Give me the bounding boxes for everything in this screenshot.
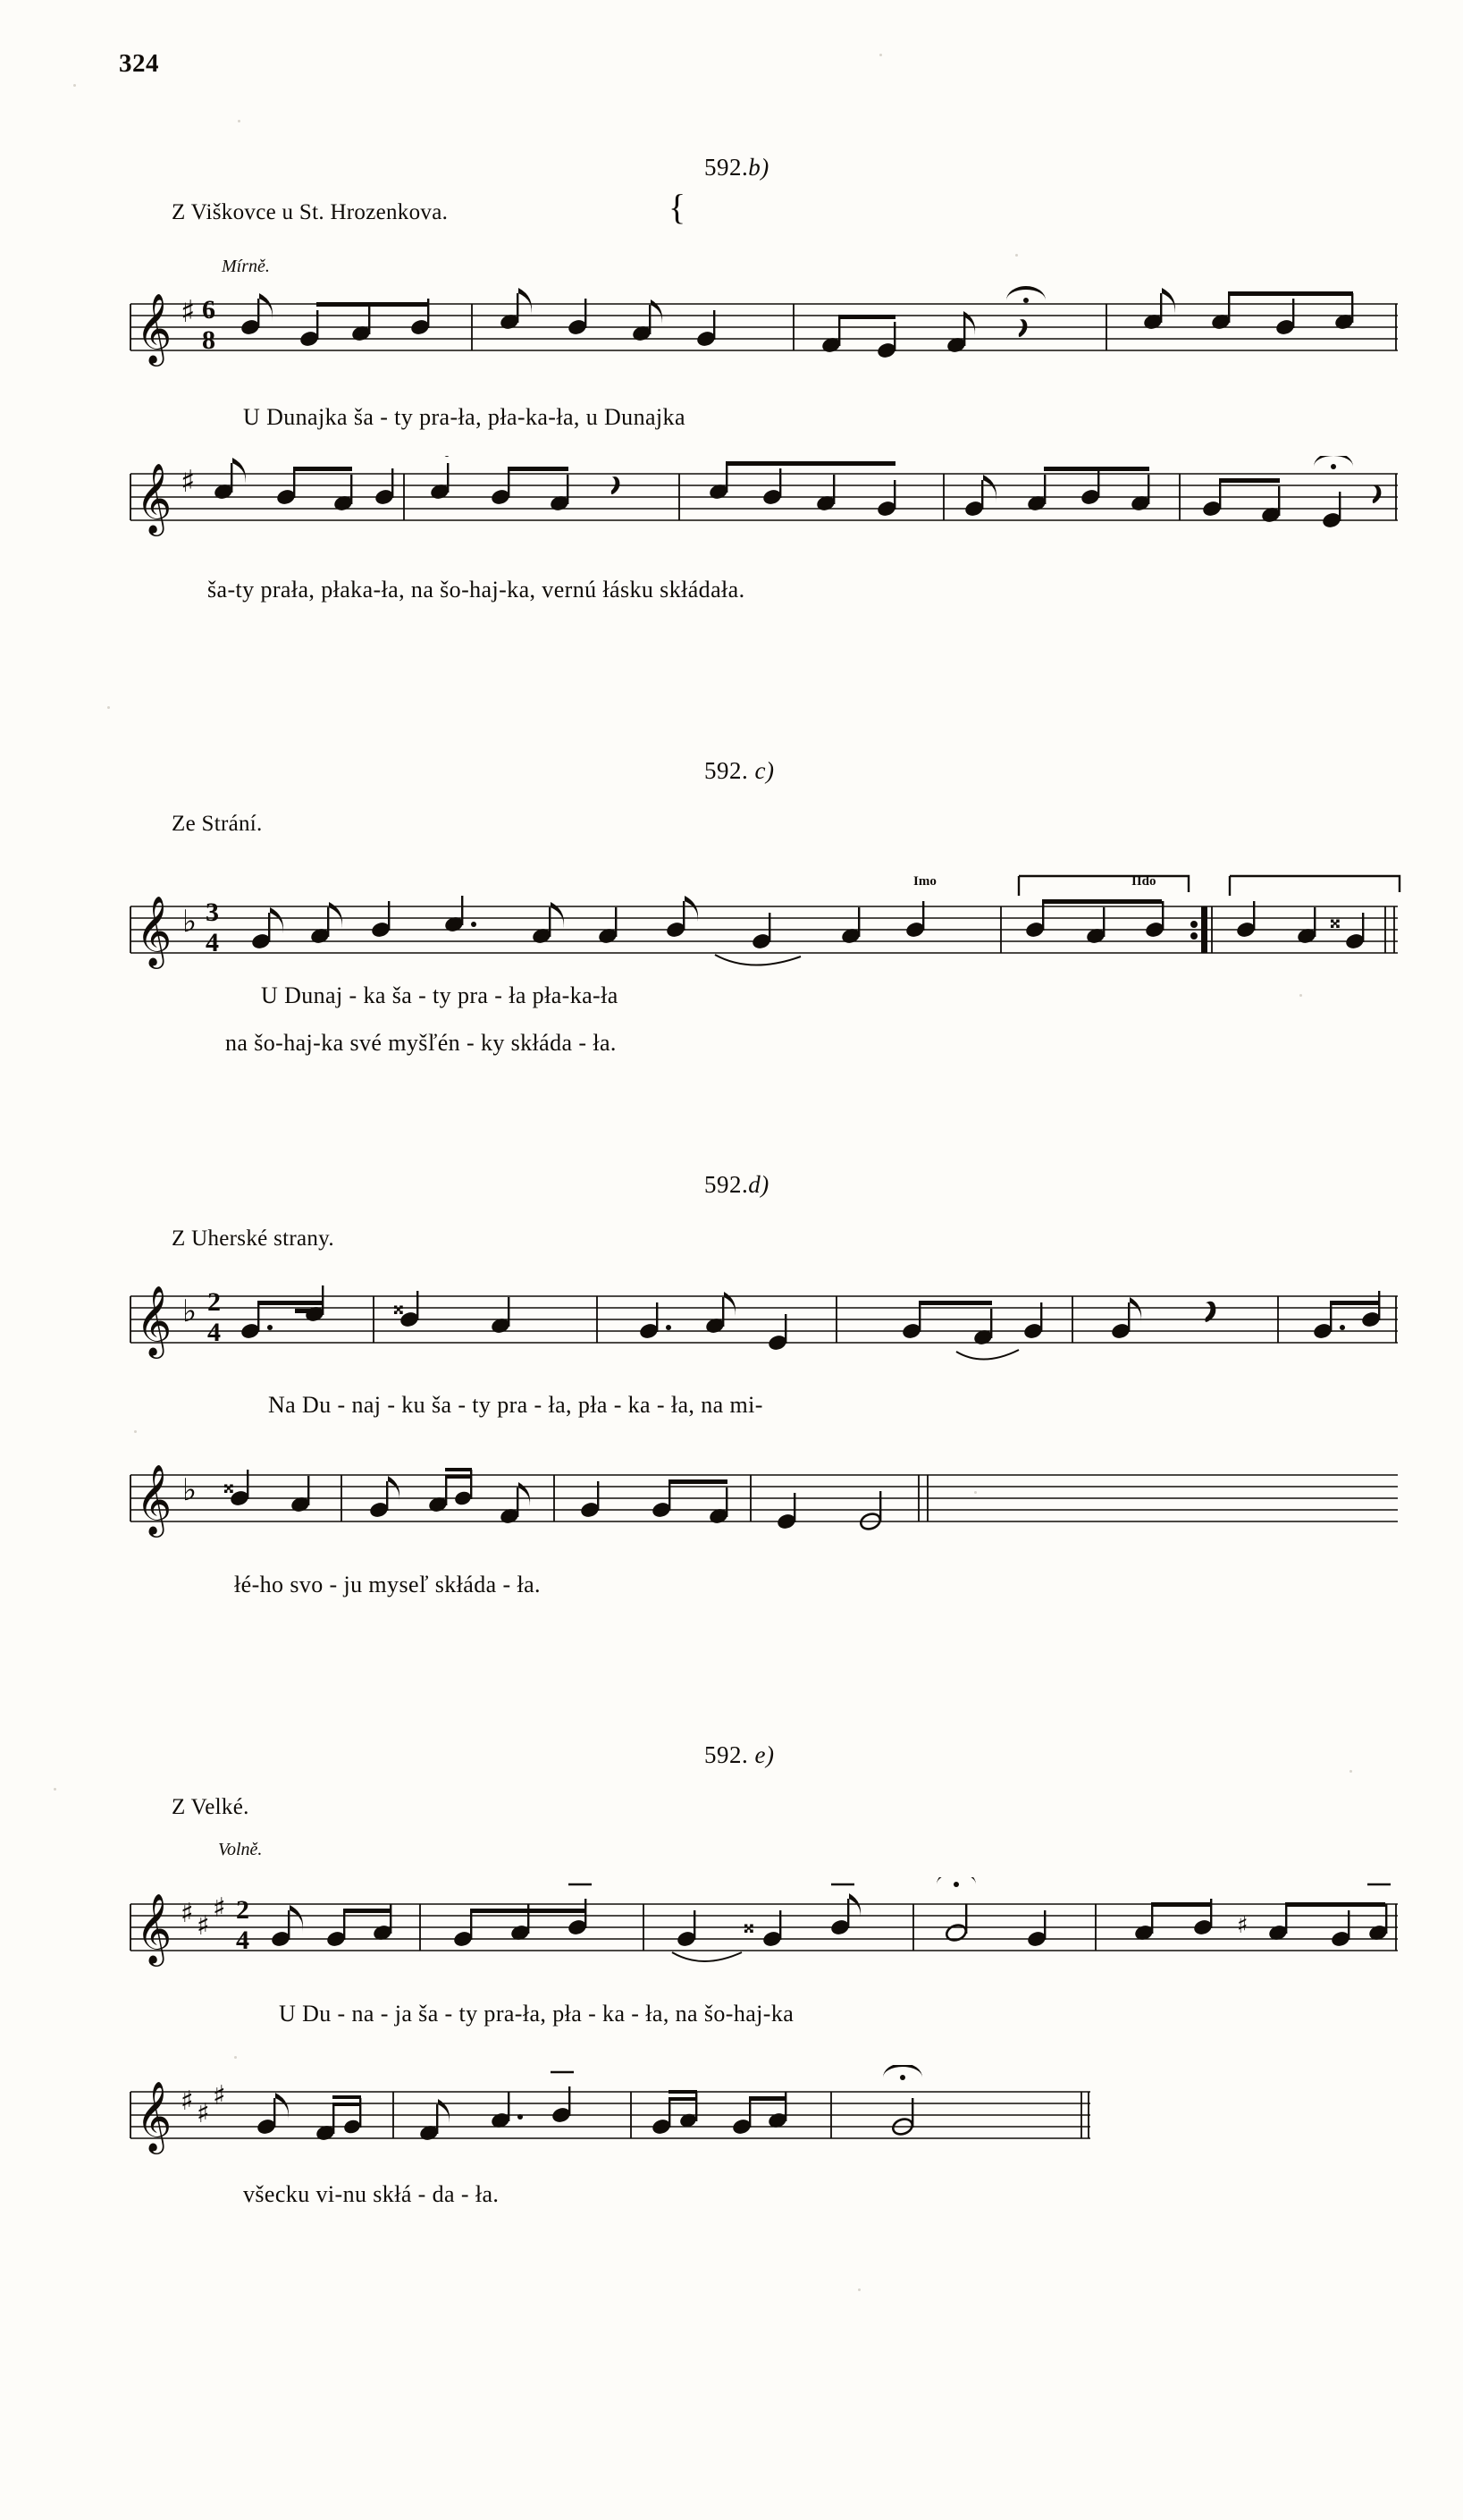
song-number-592d [704,1171,769,1199]
paper-speck [134,1430,137,1433]
svg-text:𝄪: 𝄪 [393,1294,404,1320]
svg-text:♭: ♭ [182,1294,198,1329]
song-variant-text: d) [748,1171,769,1198]
paper-speck [1015,254,1018,257]
brace-mark-592b: { [668,187,686,227]
svg-text:♯: ♯ [197,2098,210,2129]
tempo-marking-592e: Volně. [218,1840,263,1859]
svg-text:𝄪: 𝄪 [223,1472,234,1499]
paper-speck [879,54,882,56]
volta-1-label-592c: Imo [913,874,937,889]
svg-text:𝄞: 𝄞 [136,896,172,966]
stave-592b-system2 [125,456,1403,554]
song-number-text: 592. [704,757,749,784]
lyrics-592b-line2: ša-ty prała, płaka-ła, na šo-haj-ka, vernú łásku skłádała. [207,577,745,603]
volta-2-label-592c: IIdo [1131,874,1156,889]
svg-text:♯: ♯ [213,2080,226,2111]
stave-592d-system1 [125,1278,1403,1377]
svg-text:𝄞: 𝄞 [136,1464,172,1535]
lyrics-592d-line1: Na Du - naj - ku ša - ty pra - ła, pła - ka - ła, na mi- [268,1392,763,1418]
paper-speck [858,2288,861,2291]
song-number-592e [704,1741,774,1769]
svg-text:4: 4 [207,1318,221,1347]
song-source-592d: Z Uherské strany. [172,1226,334,1251]
song-number-text: 592. [704,1741,749,1768]
svg-text:𝄞: 𝄞 [136,1285,172,1356]
stave-592d-system2 [125,1457,1403,1555]
svg-text:𝄞: 𝄞 [136,463,172,534]
song-source-592c: Ze Strání. [172,812,263,836]
stave-592b-system1 [125,286,1403,384]
svg-text:𝄞: 𝄞 [136,2081,172,2152]
svg-text:𝄪: 𝄪 [1330,907,1341,934]
song-variant-text: b) [748,154,769,181]
svg-text:2: 2 [236,1895,249,1925]
lyrics-592b-line1: U Dunajka ša - ty pra-ła, pła-ka-ła, u Dunajka [243,404,685,430]
svg-text:8: 8 [202,325,215,355]
song-variant-text: c) [754,757,775,784]
svg-text:𝄞: 𝄞 [136,293,172,364]
svg-text:♯: ♯ [181,2086,194,2117]
svg-text:2: 2 [207,1287,221,1317]
song-variant-text: e) [754,1741,775,1768]
lyrics-592d-line2: łé-ho svo - ju myseľ skłáda - ła. [234,1572,541,1597]
paper-speck [73,84,76,87]
svg-text:6: 6 [202,295,215,324]
stave-592e-system2 [125,2065,1403,2172]
song-source-592e: Z Velké. [172,1795,249,1819]
lyrics-592e-line1: U Du - na - ja ša - ty pra-ła, pła - ka - ła, na šo-haj-ka [279,2001,795,2027]
song-number-text: 592. [704,1171,749,1198]
song-number-592c [704,757,774,785]
song-source-592b: Z Viškovce u St. Hrozenkova. [172,200,449,224]
svg-text:4: 4 [206,928,219,957]
paper-speck [107,706,110,709]
svg-text:♯: ♯ [181,464,196,500]
svg-text:4: 4 [236,1926,249,1955]
paper-speck [238,120,240,122]
svg-text:𝄪: 𝄪 [744,1912,754,1939]
song-number-text: 592. [704,154,749,181]
svg-text:♭: ♭ [182,904,198,940]
paper-speck [1349,1770,1352,1773]
paper-speck [1299,994,1302,997]
tempo-marking-592b: Mírně. [222,257,270,276]
svg-text:♯: ♯ [181,294,196,330]
stave-592e-system1 [125,1877,1403,1985]
svg-text:𝄞: 𝄞 [136,1893,172,1964]
svg-text:♯: ♯ [213,1892,226,1924]
lyrics-592c-line2: na šo-haj-ka své myšľén - ky skłáda - ła. [225,1030,617,1056]
stave-592c-system1 [125,865,1403,982]
svg-text:♯: ♯ [197,1910,210,1942]
lyrics-592e-line2: všecku vi-nu skłá - da - ła. [243,2181,500,2207]
paper-speck [234,2056,237,2059]
svg-text:♭: ♭ [182,1472,198,1508]
svg-text:♯: ♯ [1237,1912,1249,1939]
paper-speck [54,1788,56,1791]
lyrics-592c-line1: U Dunaj - ka ša - ty pra - ła pła-ka-ła [261,982,618,1008]
svg-text:♯: ♯ [181,1898,194,1929]
svg-text:3: 3 [206,898,219,927]
song-number-592b [704,154,769,181]
page-number: 324 [119,49,159,78]
